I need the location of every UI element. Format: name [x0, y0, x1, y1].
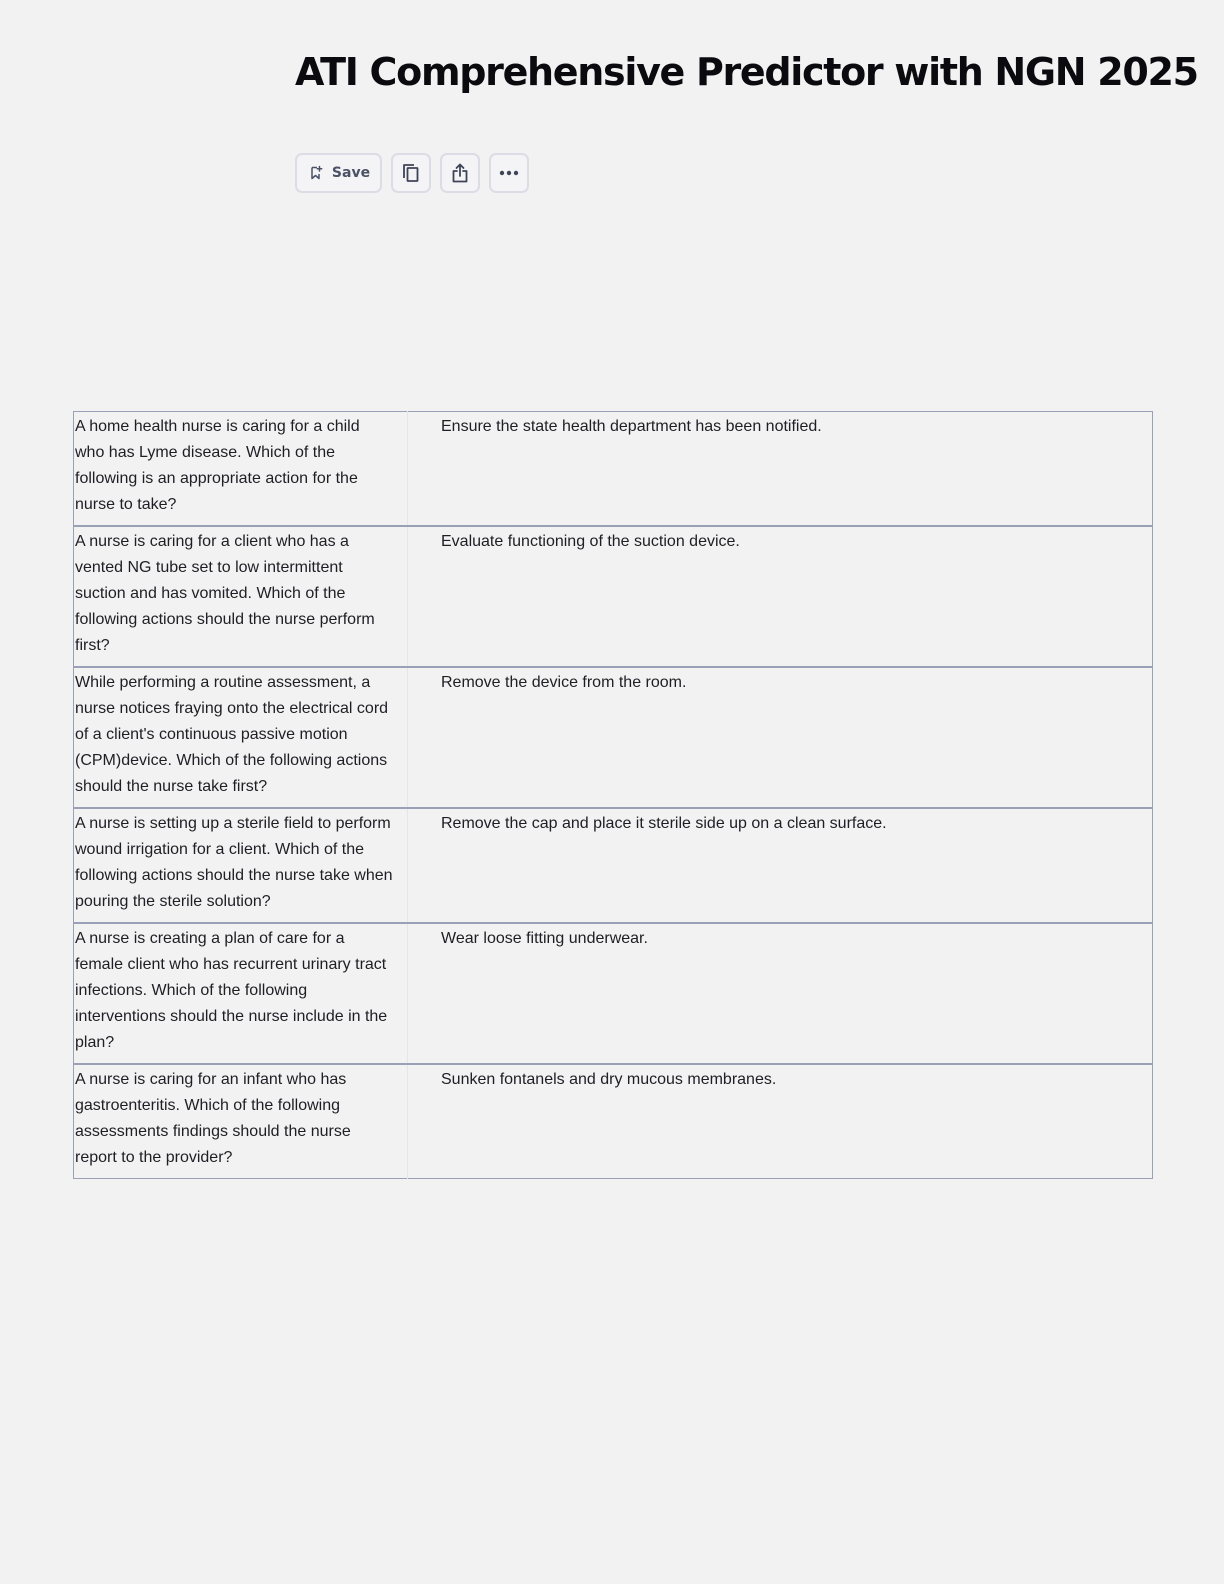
table-row	[74, 667, 1153, 808]
copy-button[interactable]	[391, 153, 431, 193]
question-cell: A nurse is caring for a client who has a vented NG tube set to low intermittent suction and has vomited. Which of the following actions should the nurse perform first?	[74, 526, 408, 667]
question-cell: A nurse is setting up a sterile field to perform wound irrigation for a client. Which of the following actions should the nurse take when pouring the sterile solution?	[74, 808, 408, 923]
table-row	[74, 412, 1153, 527]
table-row	[74, 1064, 1153, 1179]
table-row	[74, 526, 1153, 667]
more-horizontal-icon	[499, 170, 519, 176]
bookmark-icon	[309, 165, 323, 181]
answer-cell: Remove the cap and place it sterile side up on a clean surface.	[408, 808, 1153, 923]
document-toolbar	[295, 153, 529, 193]
answer-cell: Ensure the state health department has been notified.	[441, 418, 822, 435]
save-button-label: Save	[331, 165, 371, 181]
answer-cell: Remove the device from the room.	[408, 667, 1153, 808]
answer-cell: Sunken fontanels and dry mucous membranes.	[408, 1064, 1153, 1179]
question-cell: A home health nurse is caring for a child who has Lyme disease. Which of the following is an appropriate action for the nurse to take?	[74, 412, 408, 527]
more-options-button[interactable]	[489, 153, 529, 193]
copy-icon	[401, 162, 421, 184]
answer-cell: Wear loose fitting underwear.	[408, 923, 1153, 1064]
question-cell: While performing a routine assessment, a nurse notices fraying onto the electrical cord of a client's continuous passive motion (CPM)device. Which of the following actions should the nurse take first?	[74, 667, 408, 808]
question-answer-table-body	[74, 412, 1153, 1179]
question-cell: A nurse is caring for an infant who has gastroenteritis. Which of the following assessments findings should the nurse report to the provider?	[74, 1064, 408, 1179]
document-title: ATI Comprehensive Predictor with NGN 2025	[295, 50, 1198, 94]
share-icon	[450, 162, 470, 184]
question-answer-table	[73, 411, 1153, 1179]
table-row	[74, 808, 1153, 923]
table-row	[74, 923, 1153, 1064]
share-button[interactable]	[440, 153, 480, 193]
save-button[interactable]	[295, 153, 382, 193]
answer-cell: Evaluate functioning of the suction device.	[408, 526, 1153, 667]
question-cell: A nurse is creating a plan of care for a female client who has recurrent urinary tract infections. Which of the following interventions should the nurse include in the plan?	[74, 923, 408, 1064]
